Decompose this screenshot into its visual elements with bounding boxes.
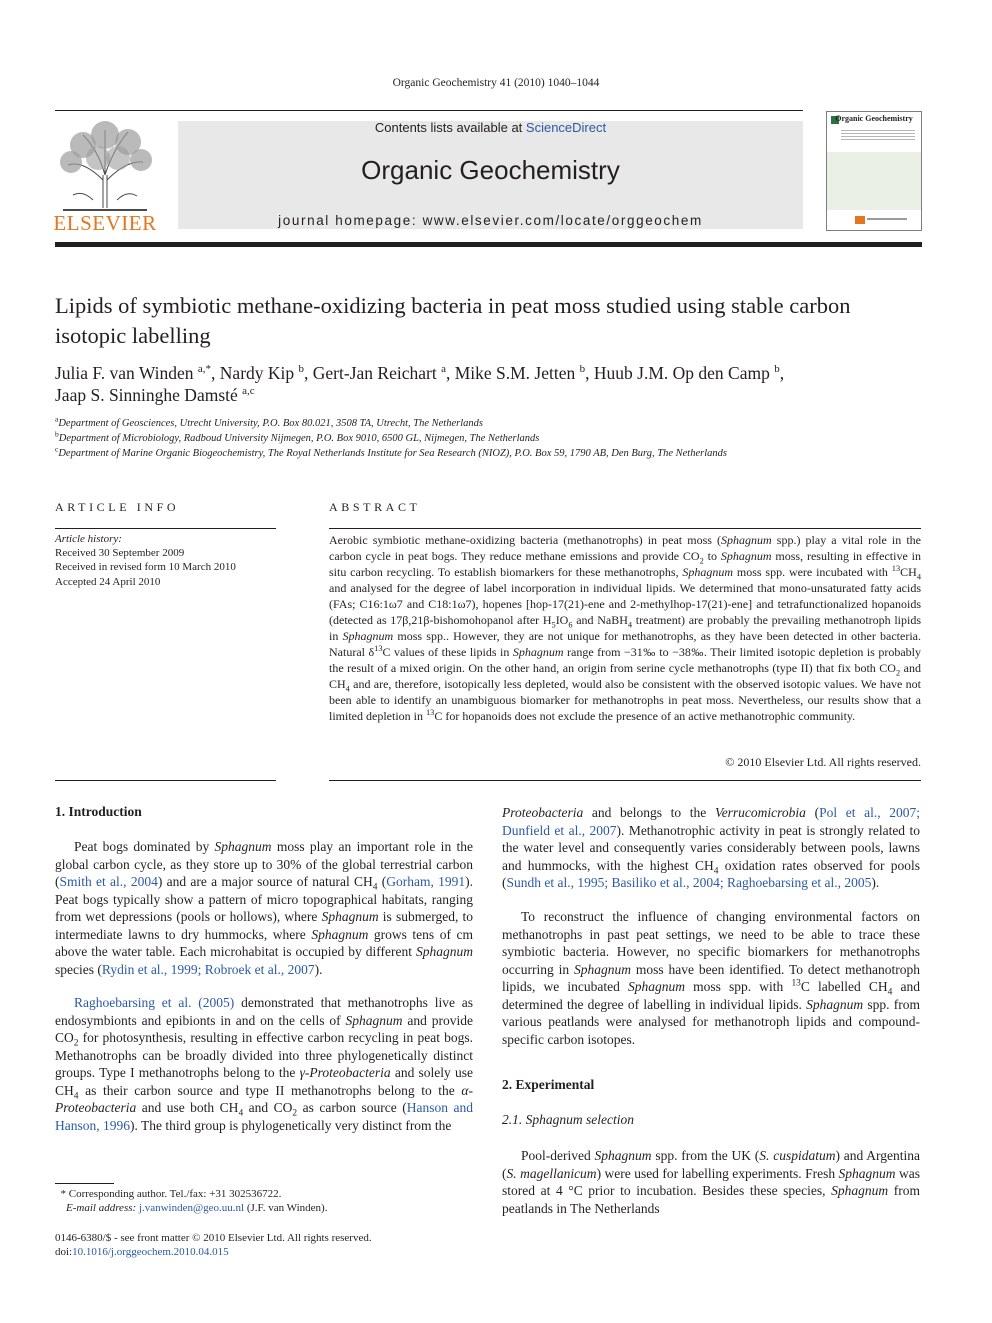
citation-link[interactable]: Pol et al., 2007; Dunfield et al., 2007	[502, 805, 921, 838]
affiliation: $^c$Department of Marine Organic Biogeochemistry, The Royal Netherlands Institute for Sea Research (NIOZ), P.O. Box 59, 1790 AB, Den Burg, The Netherlands	[55, 444, 727, 459]
footnote-rule	[55, 1183, 114, 1184]
author: Gert-Jan Reichart $^a$,	[312, 363, 455, 383]
cover-band	[827, 152, 921, 210]
citation-link[interactable]: Sundh et al., 1995; Basiliko et al., 2004; Raghoebarsing et al., 2005	[506, 875, 872, 890]
abstract-heading: ABSTRACT	[329, 500, 421, 514]
author: Huub J.M. Op den Camp $^b$,	[593, 363, 785, 383]
divider	[329, 780, 921, 781]
history-label: Article history:	[55, 533, 122, 545]
author: Mike S.M. Jetten $^b$,	[454, 363, 594, 383]
citation-link[interactable]: Gorham, 1991	[386, 874, 466, 889]
affiliation: $^b$Department of Microbiology, Radboud University Nijmegen, P.O. Box 9010, 6500 GL, Nijmegen, The Netherlands	[55, 429, 540, 444]
received-date: Received 30 September 2009	[55, 547, 185, 560]
email-link[interactable]: j.vanwinden@geo.uu.nl	[138, 1202, 245, 1215]
article-title: Lipids of symbiotic methane-oxidizing bacteria in peat moss studied using stable carbon isotopic labelling	[55, 293, 851, 348]
author-list	[55, 362, 935, 406]
doi-link[interactable]: 10.1016/j.orggeochem.2010.04.015	[72, 1246, 229, 1259]
article-history	[55, 532, 276, 589]
banner-top-rule	[55, 110, 803, 111]
citation-link[interactable]: Raghoebarsing et al. (2005)	[74, 995, 235, 1010]
body-paragraph: Pool-derived Sphagnum spp. from the UK (S. cuspidatum) and Argentina (S. magellanicum) were used for labelling experiments. Fresh Sphagnum was stored at 4 °C prior to incubation. Besides these species, Sphagnum from peatlands in The Netherlands	[502, 1148, 920, 1216]
email-note: E-mail address: j.vanwinden@geo.uu.nl (J.F. van Winden).	[66, 1202, 328, 1215]
contents-line	[178, 120, 803, 135]
subsection-heading: 2.1. Sphagnum selection	[502, 1112, 634, 1127]
body-paragraph: Peat bogs dominated by Sphagnum moss play an important role in the global carbon cycle, as they store up to 30% of the global terrestrial carbon (Smith et al., 2004) and are a major source of natural $CH_4$ (Gorham, 1991). Peat bogs typically show a pattern of micro topographical habitats, ranging from wet depressions (pools or hollows), where Sphagnum is submerged, to intermediate lawns to dry hummocks, where Sphagnum grows tens of cm above the water table. Each microhabitat is occupied by different Sphagnum species (Rydin et al., 1999; Robroek et al., 2007).	[55, 839, 474, 977]
citation-link[interactable]: Rydin et al., 1999; Robroek et al., 2007	[101, 961, 315, 977]
issn-line: 0146-6380/$ - see front matter © 2010 Elsevier Ltd. All rights reserved.	[55, 1232, 372, 1244]
sciencedirect-link[interactable]: ScienceDirect	[525, 120, 607, 135]
affiliation-list	[55, 414, 935, 461]
article-info-heading: ARTICLE INFO	[55, 500, 180, 514]
journal-citation: Organic Geochemistry 41 (2010) 1040–1044	[392, 77, 600, 89]
journal-cover-thumbnail	[826, 111, 922, 231]
citation-link[interactable]: Smith et al., 2004	[59, 874, 158, 889]
journal-title: Organic Geochemistry	[361, 155, 620, 185]
divider	[329, 528, 921, 529]
section-heading-introduction: 1. Introduction	[55, 804, 142, 819]
author: Nardy Kip $^b$,	[219, 363, 313, 383]
revised-date: Received in revised form 10 March 2010	[55, 561, 236, 574]
cover-text-lines	[841, 130, 915, 142]
homepage-prefix: journal homepage:	[278, 213, 423, 228]
header-thick-rule	[55, 242, 922, 247]
abstract-copyright: © 2010 Elsevier Ltd. All rights reserved.	[725, 755, 921, 769]
publisher-name: ELSEVIER	[53, 211, 157, 235]
body-paragraph: Proteobacteria and belongs to the Verrucomicrobia (Pol et al., 2007; Dunfield et al., 2007). Methanotrophic activity in peat is strongly related to the water level and consequently varies considerably between pools, lawns and hummocks, with the highest $CH_4$ oxidation rates observed for pools (Sundh et al., 1995; Basiliko et al., 2004; Raghoebarsing et al., 2005).	[502, 805, 921, 890]
body-paragraph: To reconstruct the influence of changing environmental factors on methanotrophs in past peat settings, we need to be able to trace these symbiotic bacteria. However, no specific biomarkers for methanotrophs occurring in Sphagnum moss have been identified. To detect methanotroph lipids, we incubated Sphagnum moss spp. with $^{13}$C labelled $CH_4$ and determined the degree of labelling in individual lipids. Sphagnum spp. from various peatlands were analysed for methanotroph lipids and compound-specific carbon isotopes.	[502, 909, 921, 1047]
citation-link[interactable]: Hanson and Hanson, 1996	[55, 1100, 473, 1133]
cover-publisher-text	[867, 218, 907, 220]
body-paragraph: Raghoebarsing et al. (2005) demonstrated that methanotrophs live as endosymbionts and epibionts in and on the cells of Sphagnum and provide $CO_2$ for photosynthesis, resulting in effective carbon recycling in peat bogs. Methanotrophs can be broadly divided into three phylogenetically distinct groups. Type I methanotrophs belong to the γ-Proteobacteria and solely use $CH_4$ as their carbon source and type II methanotrophs belong to the α-Proteobacteria and use both $CH_4$ and $CO_2$ as carbon source (Hanson and Hanson, 1996). The third group is phylogenetically very distinct from the	[55, 995, 473, 1133]
divider	[55, 780, 276, 781]
homepage-url[interactable]: www.elsevier.com/locate/orggeochem	[422, 213, 703, 228]
doi-line: doi:10.1016/j.orggeochem.2010.04.015	[55, 1246, 229, 1259]
accepted-date: Accepted 24 April 2010	[55, 575, 161, 588]
author: Julia F. van Winden $^{a,*}$,	[55, 363, 220, 383]
journal-homepage	[178, 213, 803, 228]
contents-prefix: Contents lists available at	[374, 120, 526, 135]
section-heading-experimental: 2. Experimental	[502, 1077, 595, 1092]
front-matter	[55, 1231, 473, 1260]
cover-publisher-logo	[855, 216, 865, 224]
cover-title: Organic Geochemistry	[835, 114, 913, 123]
corresponding-author-note: * Corresponding author. Tel./fax: +31 302536722.	[55, 1188, 282, 1200]
divider	[55, 528, 276, 529]
author: Jaap S. Sinninghe Damsté $^{a,c}$	[55, 385, 255, 405]
affiliation: $^a$Department of Geosciences, Utrecht University, P.O. Box 80.021, 3508 TA, Utrecht, The Netherlands	[55, 414, 483, 429]
abstract-body: Aerobic symbiotic methane-oxidizing bacteria (methanotrophs) in peat moss (Sphagnum spp.) play a vital role in the carbon cycle in peat bogs. They reduce methane emissions and provide $CO_2$ to Sphagnum moss, resulting in effective in situ carbon recycling. To establish biomarkers for these methanotrophs, Sphagnum moss spp. were incubated with $^{13}CH_4$ and analysed for the degree of label incorporation in individual lipids. We determined that mono-unsaturated fatty acids (FAs; C16:1ω7 and C18:1ω7), hopenes [hop-17(21)-ene and 2-methylhop-17(21)-ene] and tetrafunctionalized hopanoids (detected as 17β,21β-bishomohopanol after $H_5IO_6$ and NaBH$_4$ treatment) are probably the prevailing methanotroph lipids in Sphagnum moss spp.. However, they are not unique for methanotrophs, as they have been detected in other bacteria. Natural $\delta^{13}C$ values of these lipids in Sphagnum range from −31‰ to −38‰. Their limited isotopic depletion is probably the result of a mixed origin. On the other hand, an origin from serine cycle methanotrophs (type II) that fix both $CO_2$ and $CH_4$ and are, therefore, isotopically less depleted, would also be consistent with the observed isotopic values. We have not been able to identify an unambiguous biomarker for methanotrophs in peat moss. Nevertheless, our results show that a limited depletion in $^{13}$C for hopanoids does not exclude the presence of an active methanotrophic community.	[329, 533, 921, 723]
footnotes	[55, 1187, 473, 1216]
